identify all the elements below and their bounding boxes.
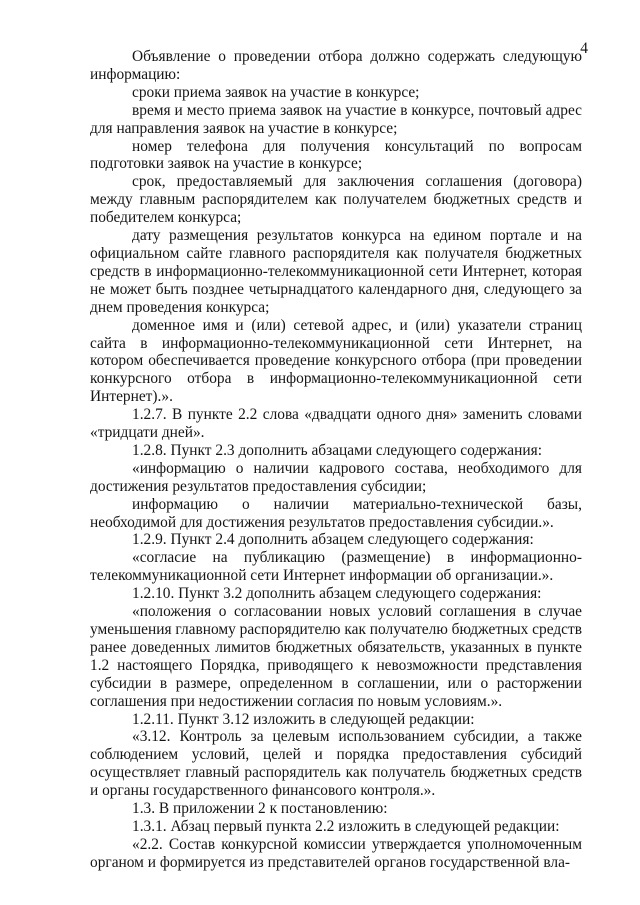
paragraph: срок, предоставляемый для заключения соглашения (договора) между главным распорядителем как получателем бюджетных средств и победителем конкурса; xyxy=(90,173,582,227)
paragraph: «3.12. Контроль за целевым использованием субсидии, а также соблюдением условий, целей и порядка предоставления субсидий осуществляет главный распорядитель как получатель бюджетных средств и органы государственного финансового контроля.». xyxy=(90,728,582,800)
paragraph: сроки приема заявок на участие в конкурсе; xyxy=(132,83,420,101)
paragraph: время и место приема заявок на участие в конкурсе, почтовый адрес для направления заявок на участие в конкурсе; xyxy=(90,101,582,137)
paragraph: 1.2.7. В пункте 2.2 слова «двадцати одного дня» заменить словами «тридцати дней». xyxy=(90,406,582,442)
paragraph: «информацию о наличии кадрового состава, необходимого для достижения результатов предоставления субсидии; xyxy=(90,459,582,495)
paragraph: доменное имя и (или) сетевой адрес, и (или) указатели страниц сайта в информационно-телекоммуникационной сети Интернет, на котором обеспечивается проведение конкурсного отбора (при проведении конкурсного отбора в информационно-телекоммуникационной сети Интернет).». xyxy=(90,316,582,406)
paragraph: 1.2.10. Пункт 3.2 дополнить абзацем следующего содержания: xyxy=(132,585,542,603)
paragraph: информацию о наличии материально-технической базы, необходимой для достижения результатов предоставления субсидии.». xyxy=(90,495,582,531)
paragraph: «2.2. Состав конкурсной комиссии утверждается уполномоченным органом и формируется из представителей органов государственной вла- xyxy=(90,835,582,871)
paragraph: Объявление о проведении отбора должно содержать следующую информацию: xyxy=(90,48,582,83)
paragraph: 1.3.1. Абзац первый пункта 2.2 изложить в следующей редакции: xyxy=(132,817,560,835)
document-body xyxy=(90,48,582,872)
page-number: 4 xyxy=(580,40,588,57)
paragraph: 1.2.11. Пункт 3.12 изложить в следующей редакции: xyxy=(132,710,475,728)
paragraph: 1.3. В приложении 2 к постановлению: xyxy=(132,800,388,818)
paragraph: «согласие на публикацию (размещение) в информационно-телекоммуникационной сети Интернет информации об организации.». xyxy=(90,549,582,585)
paragraph: дату размещения результатов конкурса на едином портале и на официальном сайте главного распорядителя как получателя бюджетных средств в информационно-телекоммуникационной сети Интернет, которая не может быть позднее четырнадцатого календарного дня, следующего за днем проведения конкурса; xyxy=(90,227,582,316)
paragraph: 1.2.8. Пункт 2.3 дополнить абзацами следующего содержания: xyxy=(132,441,542,459)
paragraph: номер телефона для получения консультаций по вопросам подготовки заявок на участие в конкурсе; xyxy=(90,137,582,173)
paragraph: 1.2.9. Пункт 2.4 дополнить абзацем следующего содержания: xyxy=(132,531,534,549)
paragraph: «положения о согласовании новых условий соглашения в случае уменьшения главному распорядителю как получателю бюджетных средств ранее доведенных лимитов бюджетных обязательств, указанных в пункте 1.2 настоящего Порядка, приводящего к невозможности представления субсидии в размере, определенном в соглашении, или о расторжении соглашения при недостижении согласия по новым условиям.». xyxy=(90,603,582,710)
